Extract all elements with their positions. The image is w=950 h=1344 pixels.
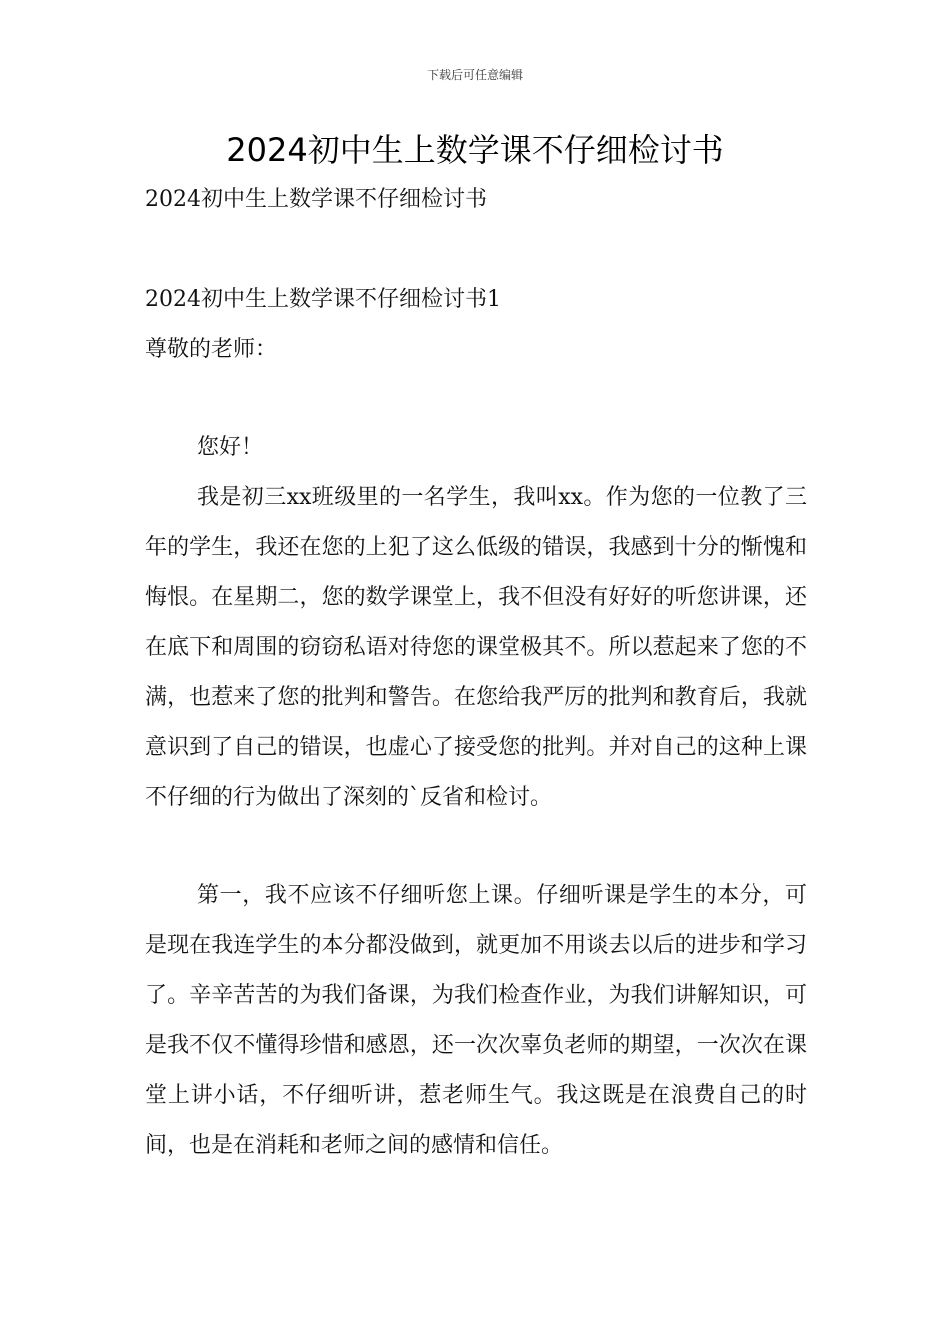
section-heading: 2024初中生上数学课不仔细检讨书1 — [145, 287, 501, 312]
document-subtitle: 2024初中生上数学课不仔细检讨书 — [145, 187, 487, 212]
body-paragraph-1: 我是初三xx班级里的一名学生，我叫xx。作为您的一位教了三年的学生，我还在您的上犯了这么低级的错误，我感到十分的惭愧和悔恨。在星期二，您的数学课堂上，我不但没有好好的听您讲课，还在底下和周围的窃窃私语对待您的课堂极其不。所以惹起来了您的不满，也惹来了您的批判和警告。在您给我严厉的批判和教育后，我就意识到了自己的错误，也虚心了接受您的批判。并对自己的这种上课不仔细的行为做出了深刻的`反省和检讨。 — [145, 485, 807, 810]
document-title: 2024初中生上数学课不仔细检讨书 — [226, 131, 724, 169]
greeting: 您好！ — [197, 435, 264, 460]
salutation: 尊敬的老师： — [145, 337, 278, 362]
header-note: 下载后可任意编辑 — [426, 68, 523, 82]
body-paragraph-2: 第一，我不应该不仔细听您上课。仔细听课是学生的本分，可是现在我连学生的本分都没做到，就更加不用谈去以后的进步和学习了。辛辛苦苦的为我们备课，为我们检查作业，为我们讲解知识，可是我不仅不懂得珍惜和感恩，还一次次辜负老师的期望，一次次在课堂上讲小话，不仔细听讲，惹老师生气。我这既是在浪费自己的时间，也是在消耗和老师之间的感情和信任。 — [145, 883, 807, 1158]
